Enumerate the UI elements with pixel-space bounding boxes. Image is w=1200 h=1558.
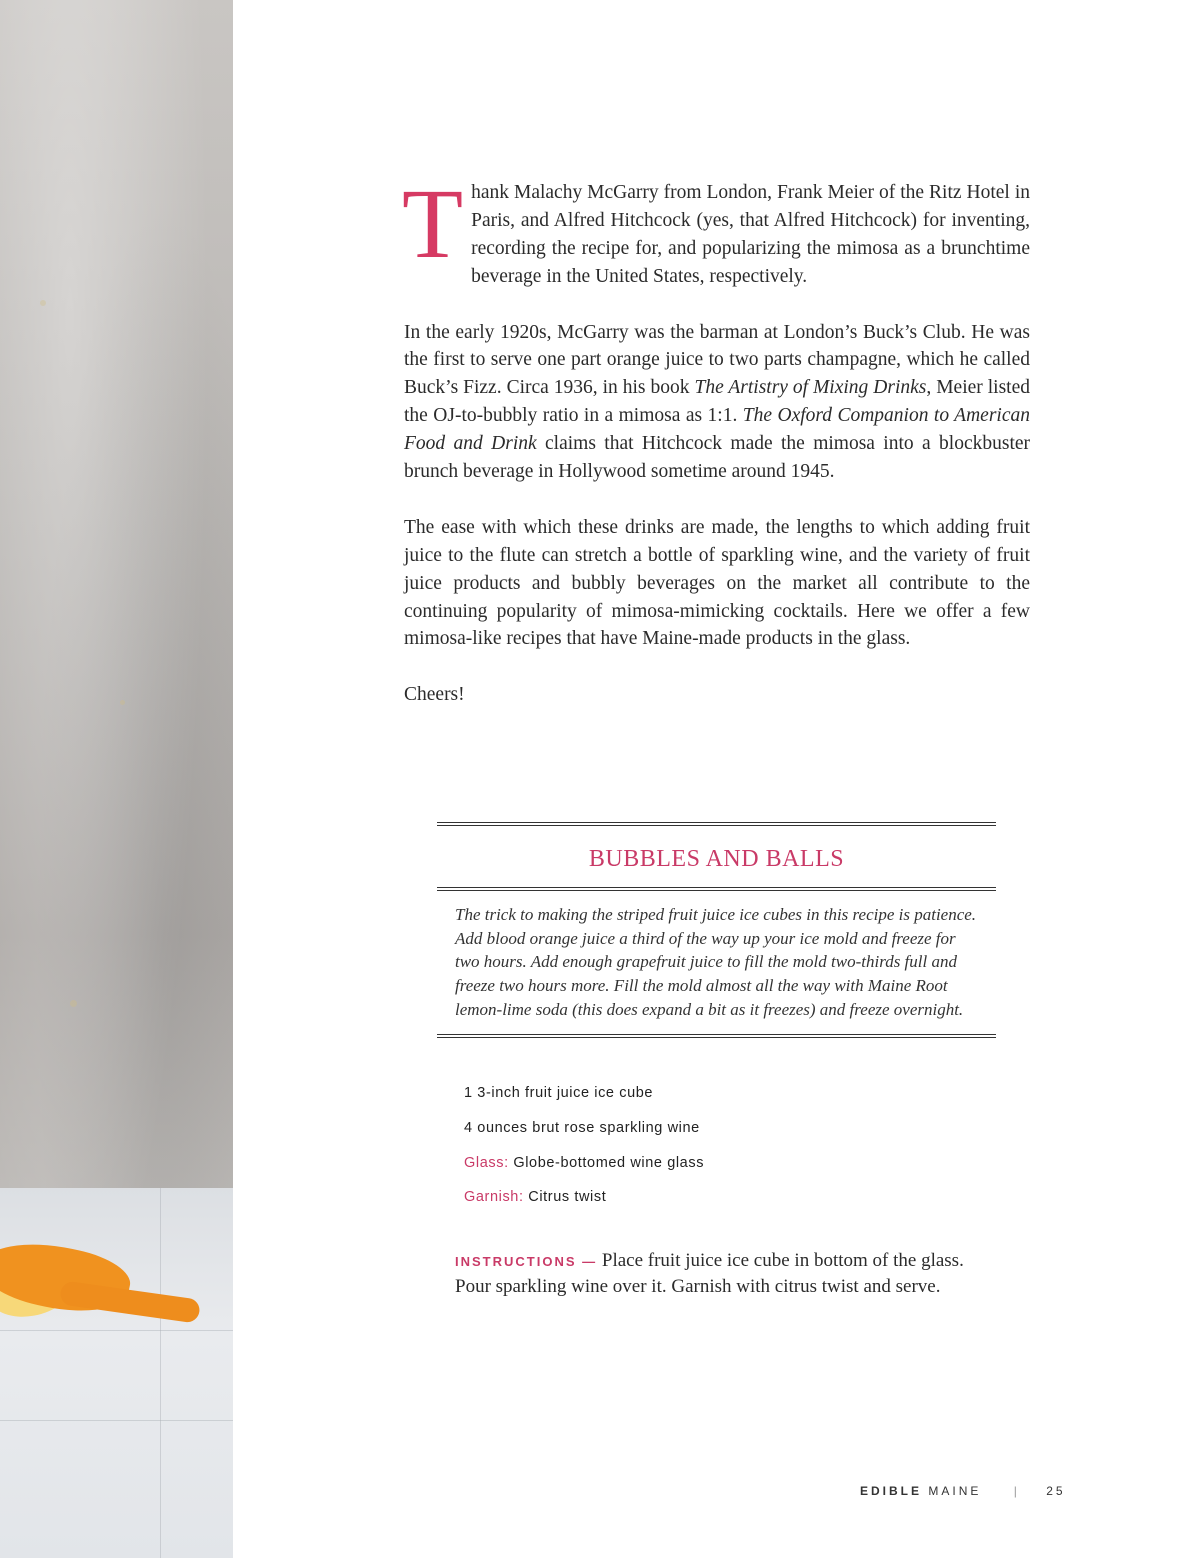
instructions-label: INSTRUCTIONS — — [455, 1254, 598, 1269]
book-title: The Artistry of Mixing Drinks — [694, 377, 927, 399]
ingredient-item: 1 3-inch fruit juice ice cube — [464, 1085, 654, 1101]
footer-separator: | — [1013, 1484, 1020, 1498]
brand-name: EDIBLE — [860, 1484, 923, 1498]
glass-value: Globe-bottomed wine glass — [513, 1154, 705, 1171]
recipe-box — [437, 822, 996, 1038]
ingredient-list — [464, 1083, 704, 1222]
page-footer — [860, 1484, 1090, 1498]
tile-line — [0, 1420, 233, 1421]
wall-speck — [70, 1000, 77, 1007]
instructions — [455, 1249, 995, 1299]
paragraph-history — [404, 319, 1030, 486]
page-number: 25 — [1046, 1484, 1066, 1498]
drop-cap: T — [402, 168, 464, 279]
paragraph-intro — [402, 168, 1030, 291]
tile-line — [0, 1330, 233, 1331]
recipe-intro: The trick to making the striped fruit juice ice cubes in this recipe is patience. Add blood orange juice a third of the way up your ice mold and freeze for two hours. Add enough grapefruit juice to fill the mold two-thirds full and freeze two hours more. Fill the mold almost all the way with Maine Root lemon-lime soda (this does expand a bit as it freezes) and freeze overnight. — [455, 905, 977, 1019]
garnish-label: Garnish: — [464, 1189, 524, 1206]
glass-line — [464, 1153, 704, 1188]
glass-label: Glass: — [464, 1154, 509, 1171]
paragraph-text: , Meier listed the OJ-to-bubbly ratio in a mimosa as 1:1. — [404, 377, 1030, 427]
paragraph-popularity: The ease with which these drinks are made, the lengths to which adding fruit juice to the flute can stretch a bottle of sparkling wine, and the variety of fruit juice products and bubbly beverages on the market all contribute to the continuing popularity of mimosa-mimicking cocktails. Here we offer a few mimosa-like recipes that have Maine-made products in the glass. — [404, 516, 1030, 650]
side-photo — [0, 0, 233, 1558]
paragraph-text: hank Malachy McGarry from London, Frank Meier of the Ritz Hotel in Paris, and Alfred Hitchcock (yes, that Alfred Hitchcock) for inventing, recording the recipe for, and popularizing the mimosa as a brunchtime beverage in the United States, respectively. — [471, 182, 1030, 287]
wall-speck — [120, 700, 125, 705]
garnish-value: Citrus twist — [528, 1189, 607, 1206]
paragraph-text: claims that Hitchcock made the mimosa into a blockbuster brunch beverage in Hollywood sometime around 1945. — [404, 433, 1031, 483]
paragraph-text: In the early 1920s, McGarry was the barman at London’s Buck’s Club. He was the first to serve one part orange juice to two parts champagne, which he called Buck’s Fizz. Circa 1936, in his book — [404, 321, 1030, 399]
paragraph-cheers: Cheers! — [404, 684, 465, 706]
wall-speck — [40, 300, 46, 306]
bottom-rule — [437, 1034, 996, 1038]
brand-name-light: MAINE — [928, 1484, 982, 1498]
instructions-text: Place fruit juice ice cube in bottom of the glass. Pour sparkling wine over it. Garnish with citrus twist and serve. — [455, 1250, 964, 1297]
garnish-line — [464, 1187, 704, 1222]
ingredient-item: 4 ounces brut rose sparkling wine — [464, 1119, 700, 1136]
tile-line — [160, 1188, 161, 1558]
recipe-title: BUBBLES AND BALLS — [588, 846, 845, 872]
article-body — [402, 168, 1031, 737]
book-title: The Oxford Companion to American Food and Drink — [404, 405, 1030, 455]
